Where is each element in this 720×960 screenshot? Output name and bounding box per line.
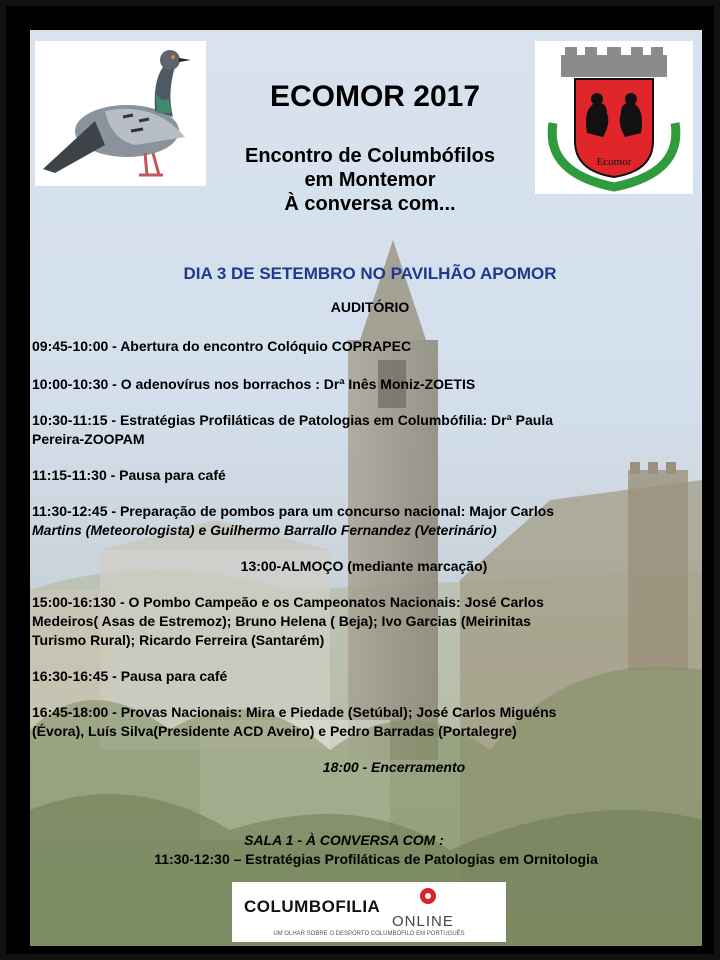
schedule-line: 16:30-16:45 - Pausa para café — [32, 668, 228, 684]
event-subtitle — [200, 144, 540, 216]
schedule-item — [32, 703, 694, 741]
schedule-item — [32, 411, 694, 449]
schedule-line: 11:30-12:45 - Preparação de pombos para um concurso nacional: Major Carlos — [32, 503, 555, 519]
schedule-line: 15:00-16:130 - O Pombo Campeão e os Campeonatos Nacionais: José Carlos — [32, 594, 544, 610]
schedule-line: Pereira-ZOOPAM — [32, 431, 145, 447]
subtitle-line-2: em Montemor — [304, 169, 436, 191]
schedule-item — [32, 593, 694, 650]
poster — [30, 30, 702, 946]
schedule-line: Turismo Rural); Ricardo Ferreira (Santarém) — [32, 632, 325, 648]
schedule-line: 10:00-10:30 - O adenovírus nos borrachos : Drª Inês Moniz-ZOETIS — [32, 376, 476, 392]
sala-heading: SALA 1 - À CONVERSA COM : — [244, 832, 444, 848]
schedule-item — [32, 337, 694, 356]
poster-frame — [6, 6, 714, 954]
schedule-item-lunch — [30, 557, 698, 576]
schedule-line: 09:45-10:00 - Abertura do encontro Colóquio COPRAPEC — [32, 338, 412, 354]
schedule-line: 11:15-11:30 - Pausa para café — [32, 467, 226, 483]
schedule-line: 13:00-ALMOÇO (mediante marcação) — [240, 558, 488, 574]
logo-name: COLUMBOFILIA — [244, 897, 381, 916]
schedule-item — [32, 667, 694, 686]
logo-sub: ONLINE — [392, 913, 454, 930]
subtitle-line-1: Encontro de Columbófilos — [245, 145, 495, 167]
schedule-line: (Évora), Luís Silva(Presidente ACD Aveiro) e Pedro Barradas (Portalegre) — [32, 723, 517, 739]
schedule-item — [32, 375, 694, 394]
logo-swirl-icon — [415, 886, 441, 904]
venue-label: AUDITÓRIO — [330, 299, 410, 315]
event-date-location: DIA 3 DE SETEMBRO NO PAVILHÃO APOMOR — [183, 264, 557, 283]
crest-label: Ecomor — [596, 156, 632, 168]
schedule-item-closing — [60, 758, 702, 777]
sala-item: 11:30-12:30 – Estratégias Profiláticas de Patologias em Ornitologia — [154, 851, 598, 867]
schedule-item — [32, 502, 694, 540]
schedule-line: Martins (Meteorologista) e Guilhermo Barrallo Fernandez (Veterinário) — [32, 522, 497, 538]
columbofilia-logo — [232, 882, 506, 942]
logo-tagline: UM OLHAR SOBRE O DESPORTO COLUMBÓFILO EM PORTUGUÊS — [273, 931, 465, 937]
schedule-line: Medeiros( Asas de Estremoz); Bruno Helena ( Beja); Ivo Garcias (Meirinitas — [32, 613, 531, 629]
schedule-line: 16:45-18:00 - Provas Nacionais: Mira e Piedade (Setúbal); José Carlos Miguéns — [32, 704, 557, 720]
schedule-line: 10:30-11:15 - Estratégias Profiláticas de Patologias em Columbófilia: Drª Paula — [32, 412, 554, 428]
schedule-item — [32, 466, 694, 485]
event-title: ECOMOR 2017 — [269, 80, 481, 113]
schedule-line: 18:00 - Encerramento — [322, 759, 466, 775]
poster-content — [30, 30, 702, 946]
subtitle-line-3: À conversa com... — [284, 193, 456, 215]
